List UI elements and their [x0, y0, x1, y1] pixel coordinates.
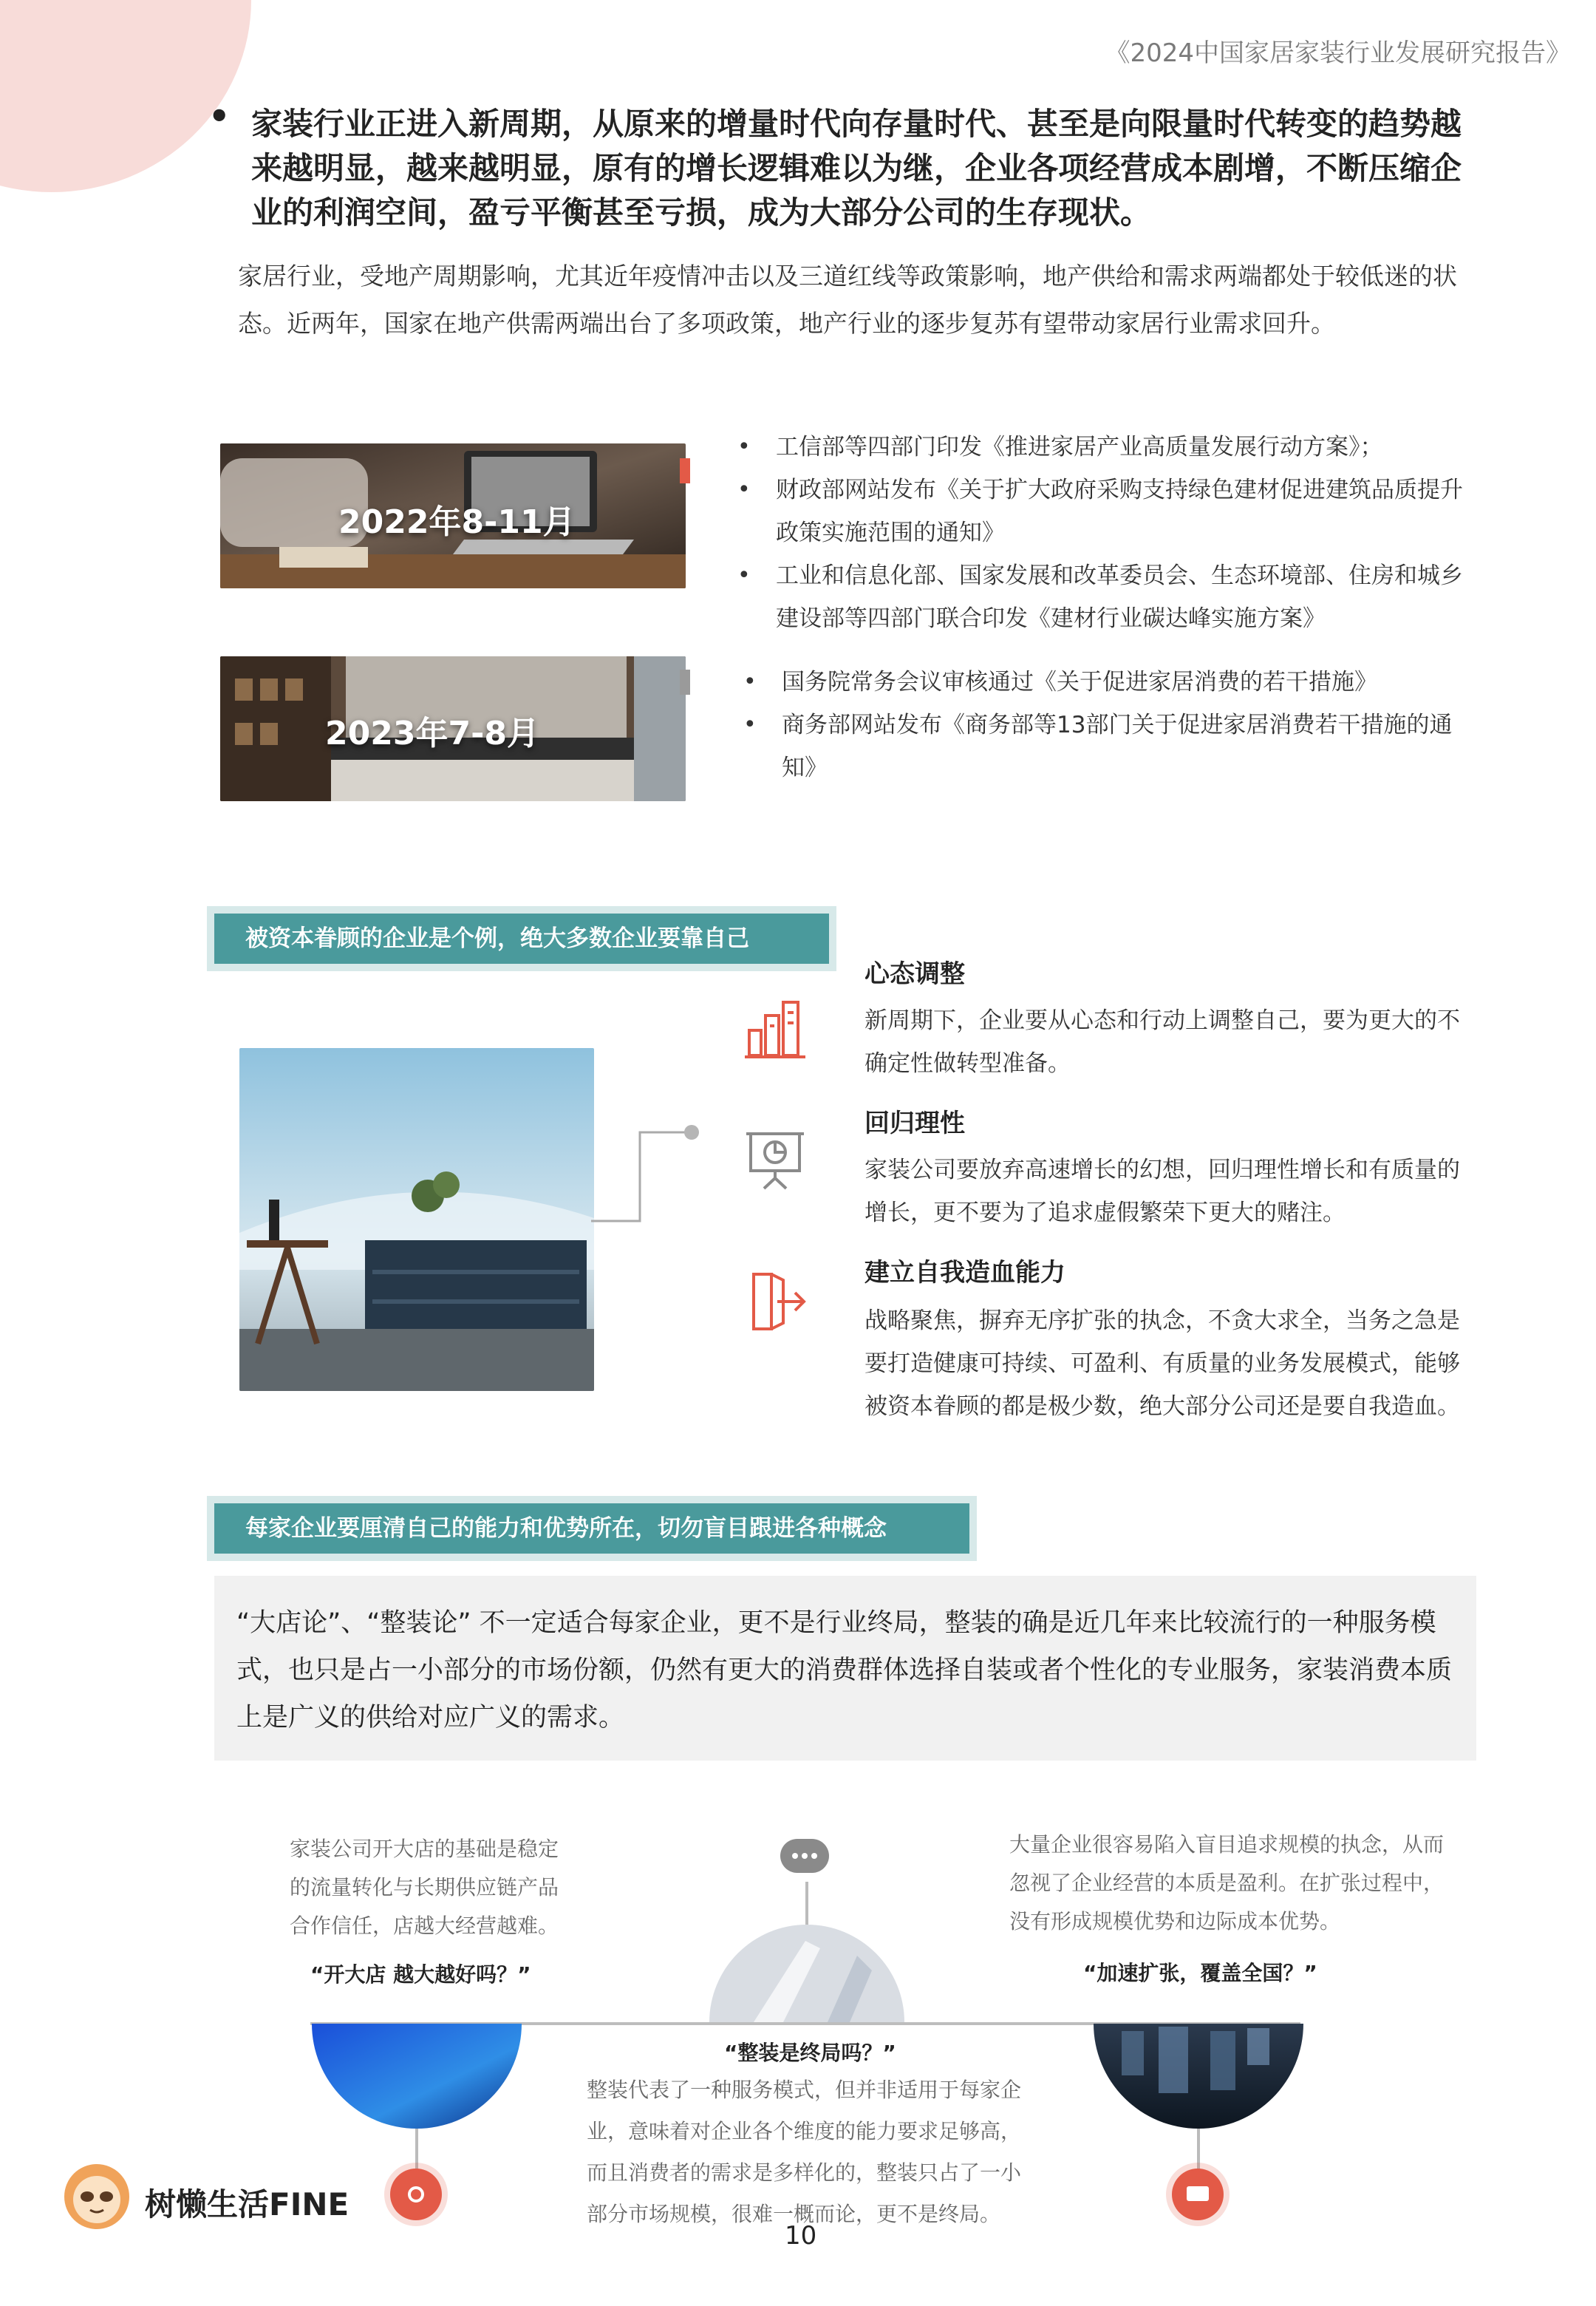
- lead-paragraph: 家装行业正进入新周期，从原来的增量时代向存量时代、甚至是向限量时代转变的趋势越来越明显，越来越明显，原有的增长逻辑难以为继，企业各项经营成本剧增，不断压缩企业的利润空间，盈亏平衡甚至亏损，成为大部分公司的生存现状。: [251, 106, 1462, 231]
- quote-text: “大店论”、“整装论” 不一定适合每家企业，更不是行业终局，整装的确是近几年来比较流行的一种服务模式，也只是占一小部分的市场份额，仍然有更大的消费群体选择自装或者个性化的专业服务，家装消费本质上是广义的供给对应广义的需求。: [236, 1608, 1453, 1732]
- point-text-mindset: 新周期下，企业要从心态和行动上调整自己，要为更大的不确定性做转型准备。: [864, 1007, 1460, 1077]
- list-item: • 商务部网站发布《商务部等13部门关于促进家居消费若干措施的通知》: [743, 704, 1467, 789]
- section-banner-capital: 被资本眷顾的企业是个例，绝大多数企业要靠自己: [214, 914, 829, 964]
- point-title-self-sustain: 建立自我造血能力: [864, 1258, 1065, 1288]
- brand-name: 树懒生活FINE: [145, 2186, 349, 2222]
- left-node-image: [310, 2024, 525, 2260]
- left-question: “开大店 越大越好吗？”: [310, 1962, 531, 1987]
- left-node-marker: [390, 2169, 442, 2220]
- timeline-marker-2: [680, 670, 690, 695]
- lead-bullet: •: [208, 96, 231, 136]
- right-node-marker: [1172, 2169, 1224, 2220]
- right-note: 大量企业很容易陷入盲目追求规模的执念，从而忽视了企业经营的本质是盈利。在扩张过程中，没有形成规模优势和边际成本优势。: [1009, 1832, 1445, 1933]
- section-banner-capability: 每家企业要厘清自己的能力和优势所在，切勿盲目跟进各种概念: [214, 1503, 969, 1554]
- sloth-logo-icon: [56, 2155, 137, 2237]
- report-title: 《2024中国家居家装行业发展研究报告》: [1105, 38, 1571, 68]
- timeline-list-1: [737, 426, 1469, 640]
- list-item: • 工业和信息化部、国家发展和改革委员会、生态环境部、住房和城乡建设部等四部门联合印发《建材行业碳达峰实施方案》: [737, 554, 1469, 640]
- building-chart-icon: [742, 993, 808, 1060]
- connector-line: [591, 1123, 702, 1227]
- page-number: 10: [785, 2221, 817, 2251]
- photo-sideboard: [239, 1048, 594, 1391]
- left-note: 家装公司开大店的基础是稳定的流量转化与长期供应链产品合作信任，店越大经营越难。: [290, 1837, 559, 1938]
- timeline-period-2: 2023年7-8月: [325, 715, 539, 752]
- right-question: “加速扩张，覆盖全国？”: [1083, 1961, 1317, 1985]
- right-node-image: [1092, 2024, 1306, 2260]
- intro-paragraph: 家居行业，受地产周期影响，尤其近年疫情冲击以及三道红线等政策影响，地产供给和需求两端都处于较低迷的状态。近两年，国家在地产供需两端出台了多项政策，地产行业的逐步复苏有望带动家居行业需求回升。: [238, 262, 1457, 338]
- list-item: • 工信部等四部门印发《推进家居产业高质量发展行动方案》；: [737, 426, 1469, 469]
- point-text-self-sustain: 战略聚焦，摒弃无序扩张的执念，不贪大求全，当务之急是要打造健康可持续、可盈利、有质量的业务发展模式，能够被资本眷顾的都是极少数，绝大部分公司还是要自我造血。: [864, 1307, 1460, 1420]
- center-note: 整装代表了一种服务模式，但并非适用于每家企业，意味着对企业各个维度的能力要求足够高，而且消费者的需求是多样化的，整装只占了一小部分市场规模，很难一概而论，更不是终局。: [587, 2078, 1022, 2226]
- list-item: • 国务院常务会议审核通过《关于促进家居消费的若干措施》: [743, 661, 1467, 704]
- list-item: • 财政部网站发布《关于扩大政府采购支持绿色建材促进建筑品质提升政策实施范围的通知》: [737, 469, 1469, 554]
- exit-door-icon: [742, 1268, 808, 1335]
- presentation-board-icon: [742, 1126, 808, 1193]
- chat-bubble-icon: [779, 1837, 831, 1882]
- timeline-period-1: 2022年8-11月: [338, 503, 576, 541]
- center-question: “整装是终局吗？”: [724, 2041, 896, 2065]
- point-title-rational: 回归理性: [864, 1109, 965, 1138]
- point-text-rational: 家装公司要放弃高速增长的幻想，回归理性增长和有质量的增长，更不要为了追求虚假繁荣下更大的赌注。: [864, 1157, 1460, 1226]
- timeline-list-2: [743, 661, 1467, 789]
- point-title-mindset: 心态调整: [864, 959, 965, 989]
- timeline-marker-1: [680, 458, 690, 483]
